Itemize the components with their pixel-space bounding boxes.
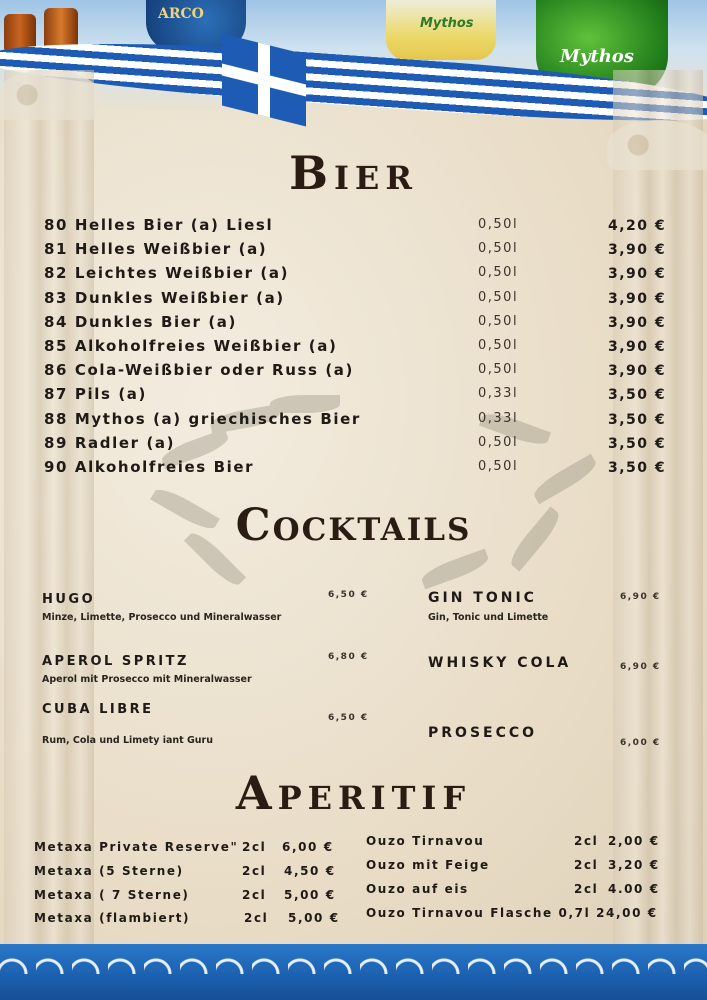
beer-volume: 0,33l [478,386,519,402]
aperitif-right-price: 3,20 € [608,858,660,872]
beer-name: 82 Leichtes Weißbier (a) [44,264,290,283]
cocktail-aperol-desc: Aperol mit Prosecco mit Mineralwasser [42,674,252,685]
aperitif-right-price: 2,00 € [608,834,660,848]
beer-row [0,361,707,385]
bier-heading: Bier [289,146,418,200]
aperitif-left-unit: 2cl [242,888,267,902]
beer-price: 3,90 € [608,290,667,307]
beer-row [0,240,707,264]
beer-name: 83 Dunkles Weißbier (a) [44,288,285,307]
beer-row [0,216,707,240]
beer-price: 3,90 € [608,339,667,355]
beer-price: 3,90 € [608,314,667,331]
beer-row [0,337,707,361]
aperitif-left-unit: 2cl [242,840,267,854]
beer-name: 85 Alkoholfreies Weißbier (a) [44,337,338,355]
beer-volume: 0,50l [478,434,519,450]
cocktail-whisky-name: WHISKY COLA [428,655,572,671]
beer-price: 3,90 € [608,363,667,380]
cocktail-whisky-price: 6,90 € [620,662,661,672]
aperitif-left-name: Metaxa Private Reserve" [34,840,239,854]
cocktail-cuba-name: CUBA LIBRE [42,702,154,717]
beer-row [0,434,707,458]
aperitif-heading: Aperitif [235,766,472,820]
beer-price: 3,50 € [608,387,667,404]
aperitif-right-name: Ouzo Tirnavou [366,834,485,848]
cocktail-hugo-desc: Minze, Limette, Prosecco und Mineralwasser [42,612,282,623]
beer-name: 88 Mythos (a) griechisches Bier [44,409,361,428]
cocktails-heading: Cocktails [235,500,472,551]
beer-price: 3,50 € [608,435,667,452]
aperitif-right-name: Ouzo Tirnavou Flasche 0,7l 24,00 € [366,906,658,920]
aperitif-left-price: 4,50 € [284,864,336,878]
cocktail-hugo-price: 6,50 € [328,590,369,600]
beer-name: 81 Helles Weißbier (a) [44,240,268,259]
can-text: ARCO [158,6,204,22]
cocktail-cuba-price: 6,50 € [328,713,369,723]
beer-volume: 0,50l [478,265,519,281]
beer-volume: 0,50l [478,241,519,257]
beer-volume: 0,50l [478,313,519,329]
beer-name: 84 Dunkles Bier (a) [44,312,237,331]
left-capital-decor [0,70,100,120]
beer-name: 86 Cola-Weißbier oder Russ (a) [44,361,354,380]
cocktail-prosecco-name: PROSECCO [428,725,538,741]
beer-price: 3,50 € [608,460,667,476]
aperitif-left-price: 5,00 € [284,888,336,902]
aperitif-left-name: Metaxa ( 7 Sterne) [34,888,190,902]
aperitif-right-price: 4.00 € [608,882,660,896]
aperitif-left-name: Metaxa (flambiert) [34,911,191,925]
beer-price: 3,90 € [608,266,667,283]
aperitif-right-unit: 2cl [574,834,599,848]
beer-row [0,385,707,409]
beer-price: 4,20 € [608,218,667,234]
beer-volume: 0,50l [478,217,519,232]
aperitif-right-name: Ouzo mit Feige [366,858,490,872]
aperitif-right-unit: 2cl [574,858,599,872]
beer-name: 89 Radler (a) [44,433,176,452]
cocktail-aperol-name: APEROL SPRITZ [42,654,189,669]
wave-crests-decor [0,950,707,974]
beer-volume: 0,33l [478,410,519,426]
glass-logo: Mythos [420,16,474,31]
beer-row [0,289,707,313]
cocktail-hugo-name: HUGO [42,592,96,607]
beer-row [0,410,707,434]
beer-volume: 0,50l [478,459,519,474]
bottle-logo: Mythos [560,46,634,67]
cocktail-gin-price: 6,90 € [620,592,661,602]
cocktail-cuba-desc: Rum, Cola und Limety iant Guru [42,735,213,746]
beer-name: 90 Alkoholfreies Bier [44,458,255,476]
beer-volume: 0,50l [478,362,519,378]
beer-price: 3,90 € [608,242,667,259]
beer-volume: 0,50l [478,289,519,305]
beer-name: 87 Pils (a) [44,385,147,404]
beer-price: 3,50 € [608,411,667,428]
beer-row [0,264,707,288]
beer-row [0,458,707,482]
aperitif-left-unit: 2cl [242,864,267,878]
beer-bottle-image [4,14,36,50]
aperitif-right-name: Ouzo auf eis [366,882,469,896]
aperitif-right-unit: 2cl [574,882,599,896]
cocktail-gin-name: GIN TONIC [428,590,537,606]
cocktail-prosecco-price: 6,00 € [620,738,661,748]
beer-row [0,313,707,337]
cocktail-aperol-price: 6,80 € [328,652,369,662]
aperitif-left-name: Metaxa (5 Sterne) [34,864,184,878]
aperitif-left-price: 5,00 € [288,911,340,925]
aperitif-left-unit: 2cl [244,911,269,925]
cocktail-gin-desc: Gin, Tonic und Limette [428,612,549,623]
beer-volume: 0,50l [478,338,519,353]
aperitif-left-price: 6,00 € [282,840,334,854]
beer-name: 80 Helles Bier (a) Liesl [44,216,274,234]
